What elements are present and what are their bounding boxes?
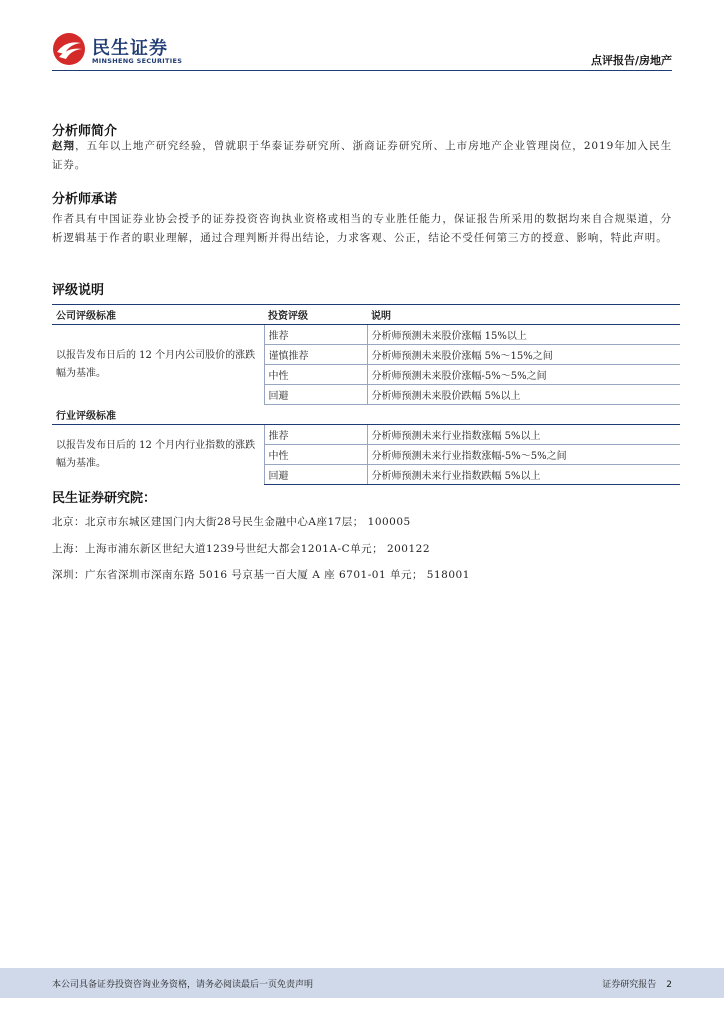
rating-cell: 中性 xyxy=(264,445,367,465)
analyst-intro-title: 分析师简介 xyxy=(52,124,118,139)
brand-logo xyxy=(52,32,192,72)
rating-table xyxy=(52,304,680,485)
address-shenzhen: 深圳：广东省深圳市深南东路 5016 号京基一百大厦 A 座 6701-01 单元； 518001 xyxy=(52,569,470,581)
rating-cell: 回避 xyxy=(264,465,367,485)
explanation-cell: 分析师预测未来行业指数跌幅 5%以上 xyxy=(367,465,680,485)
header-company-standard: 公司评级标准 xyxy=(52,305,264,325)
address-shanghai: 上海：上海市浦东新区世纪大道1239号世纪大都会1201A-C单元； 200122 xyxy=(52,543,431,555)
institute-title: 民生证券研究院： xyxy=(52,491,157,506)
industry-header-row xyxy=(52,405,680,425)
explanation-cell: 分析师预测未来股价跌幅 5%以上 xyxy=(367,385,680,405)
header-industry-standard: 行业评级标准 xyxy=(52,405,264,425)
rating-cell: 回避 xyxy=(264,385,367,405)
analyst-intro-text xyxy=(52,137,672,175)
page-number: 2 xyxy=(666,980,672,990)
header-explanation: 说明 xyxy=(367,305,680,325)
address-beijing: 北京：北京市东城区建国门内大街28号民生金融中心A座17层； 100005 xyxy=(52,516,411,528)
analyst-name: 赵翔 xyxy=(52,140,76,152)
table-row xyxy=(52,425,680,445)
footer-disclaimer: 本公司具备证券投资咨询业务资格，请务必阅读最后一页免责声明 xyxy=(52,980,314,990)
page-footer xyxy=(0,968,724,998)
rating-title: 评级说明 xyxy=(52,283,105,298)
explanation-cell: 分析师预测未来股价涨幅-5%～5%之间 xyxy=(367,365,680,385)
report-type: 点评报告/房地产 xyxy=(590,54,672,67)
explanation-cell: 分析师预测未来行业指数涨幅-5%～5%之间 xyxy=(367,445,680,465)
header-divider xyxy=(52,70,672,71)
commitment-title: 分析师承诺 xyxy=(52,192,118,207)
brand-name-en: MINSHENG SECURITIES xyxy=(92,57,183,65)
brand-name-cn: 民生证券 xyxy=(92,38,168,59)
commitment-text: 作者具有中国证券业协会授予的证券投资咨询执业资格或相当的专业胜任能力，保证报告所采用的数据均来自合规渠道，分析逻辑基于作者的职业理解，通过合理判断并得出结论，力求客观、公正，结论不受任何第三方的授意、影响，特此声明。 xyxy=(52,213,672,244)
minsheng-logo-icon xyxy=(52,32,86,66)
rating-table-header xyxy=(52,305,680,325)
page-header xyxy=(0,0,724,76)
rating-cell: 推荐 xyxy=(264,425,367,445)
table-row xyxy=(52,325,680,345)
header-investment-rating: 投资评级 xyxy=(264,305,367,325)
rating-cell: 中性 xyxy=(264,365,367,385)
footer-right xyxy=(602,977,672,990)
analyst-bio: ，五年以上地产研究经验，曾就职于华泰证券研究所、浙商证券研究所、上市房地产企业管理岗位，2019年加入民生证券。 xyxy=(52,140,672,171)
industry-standard-desc: 以报告发布日后的 12 个月内行业指数的涨跌幅为基准。 xyxy=(56,439,256,469)
explanation-cell: 分析师预测未来股价涨幅 15%以上 xyxy=(367,325,680,345)
explanation-cell: 分析师预测未来股价涨幅 5%～15%之间 xyxy=(367,345,680,365)
explanation-cell: 分析师预测未来行业指数涨幅 5%以上 xyxy=(367,425,680,445)
rating-cell: 推荐 xyxy=(264,325,367,345)
company-standard-desc: 以报告发布日后的 12 个月内公司股价的涨跌幅为基准。 xyxy=(56,349,256,379)
footer-report-label: 证券研究报告 xyxy=(602,980,657,990)
rating-cell: 谨慎推荐 xyxy=(264,345,367,365)
